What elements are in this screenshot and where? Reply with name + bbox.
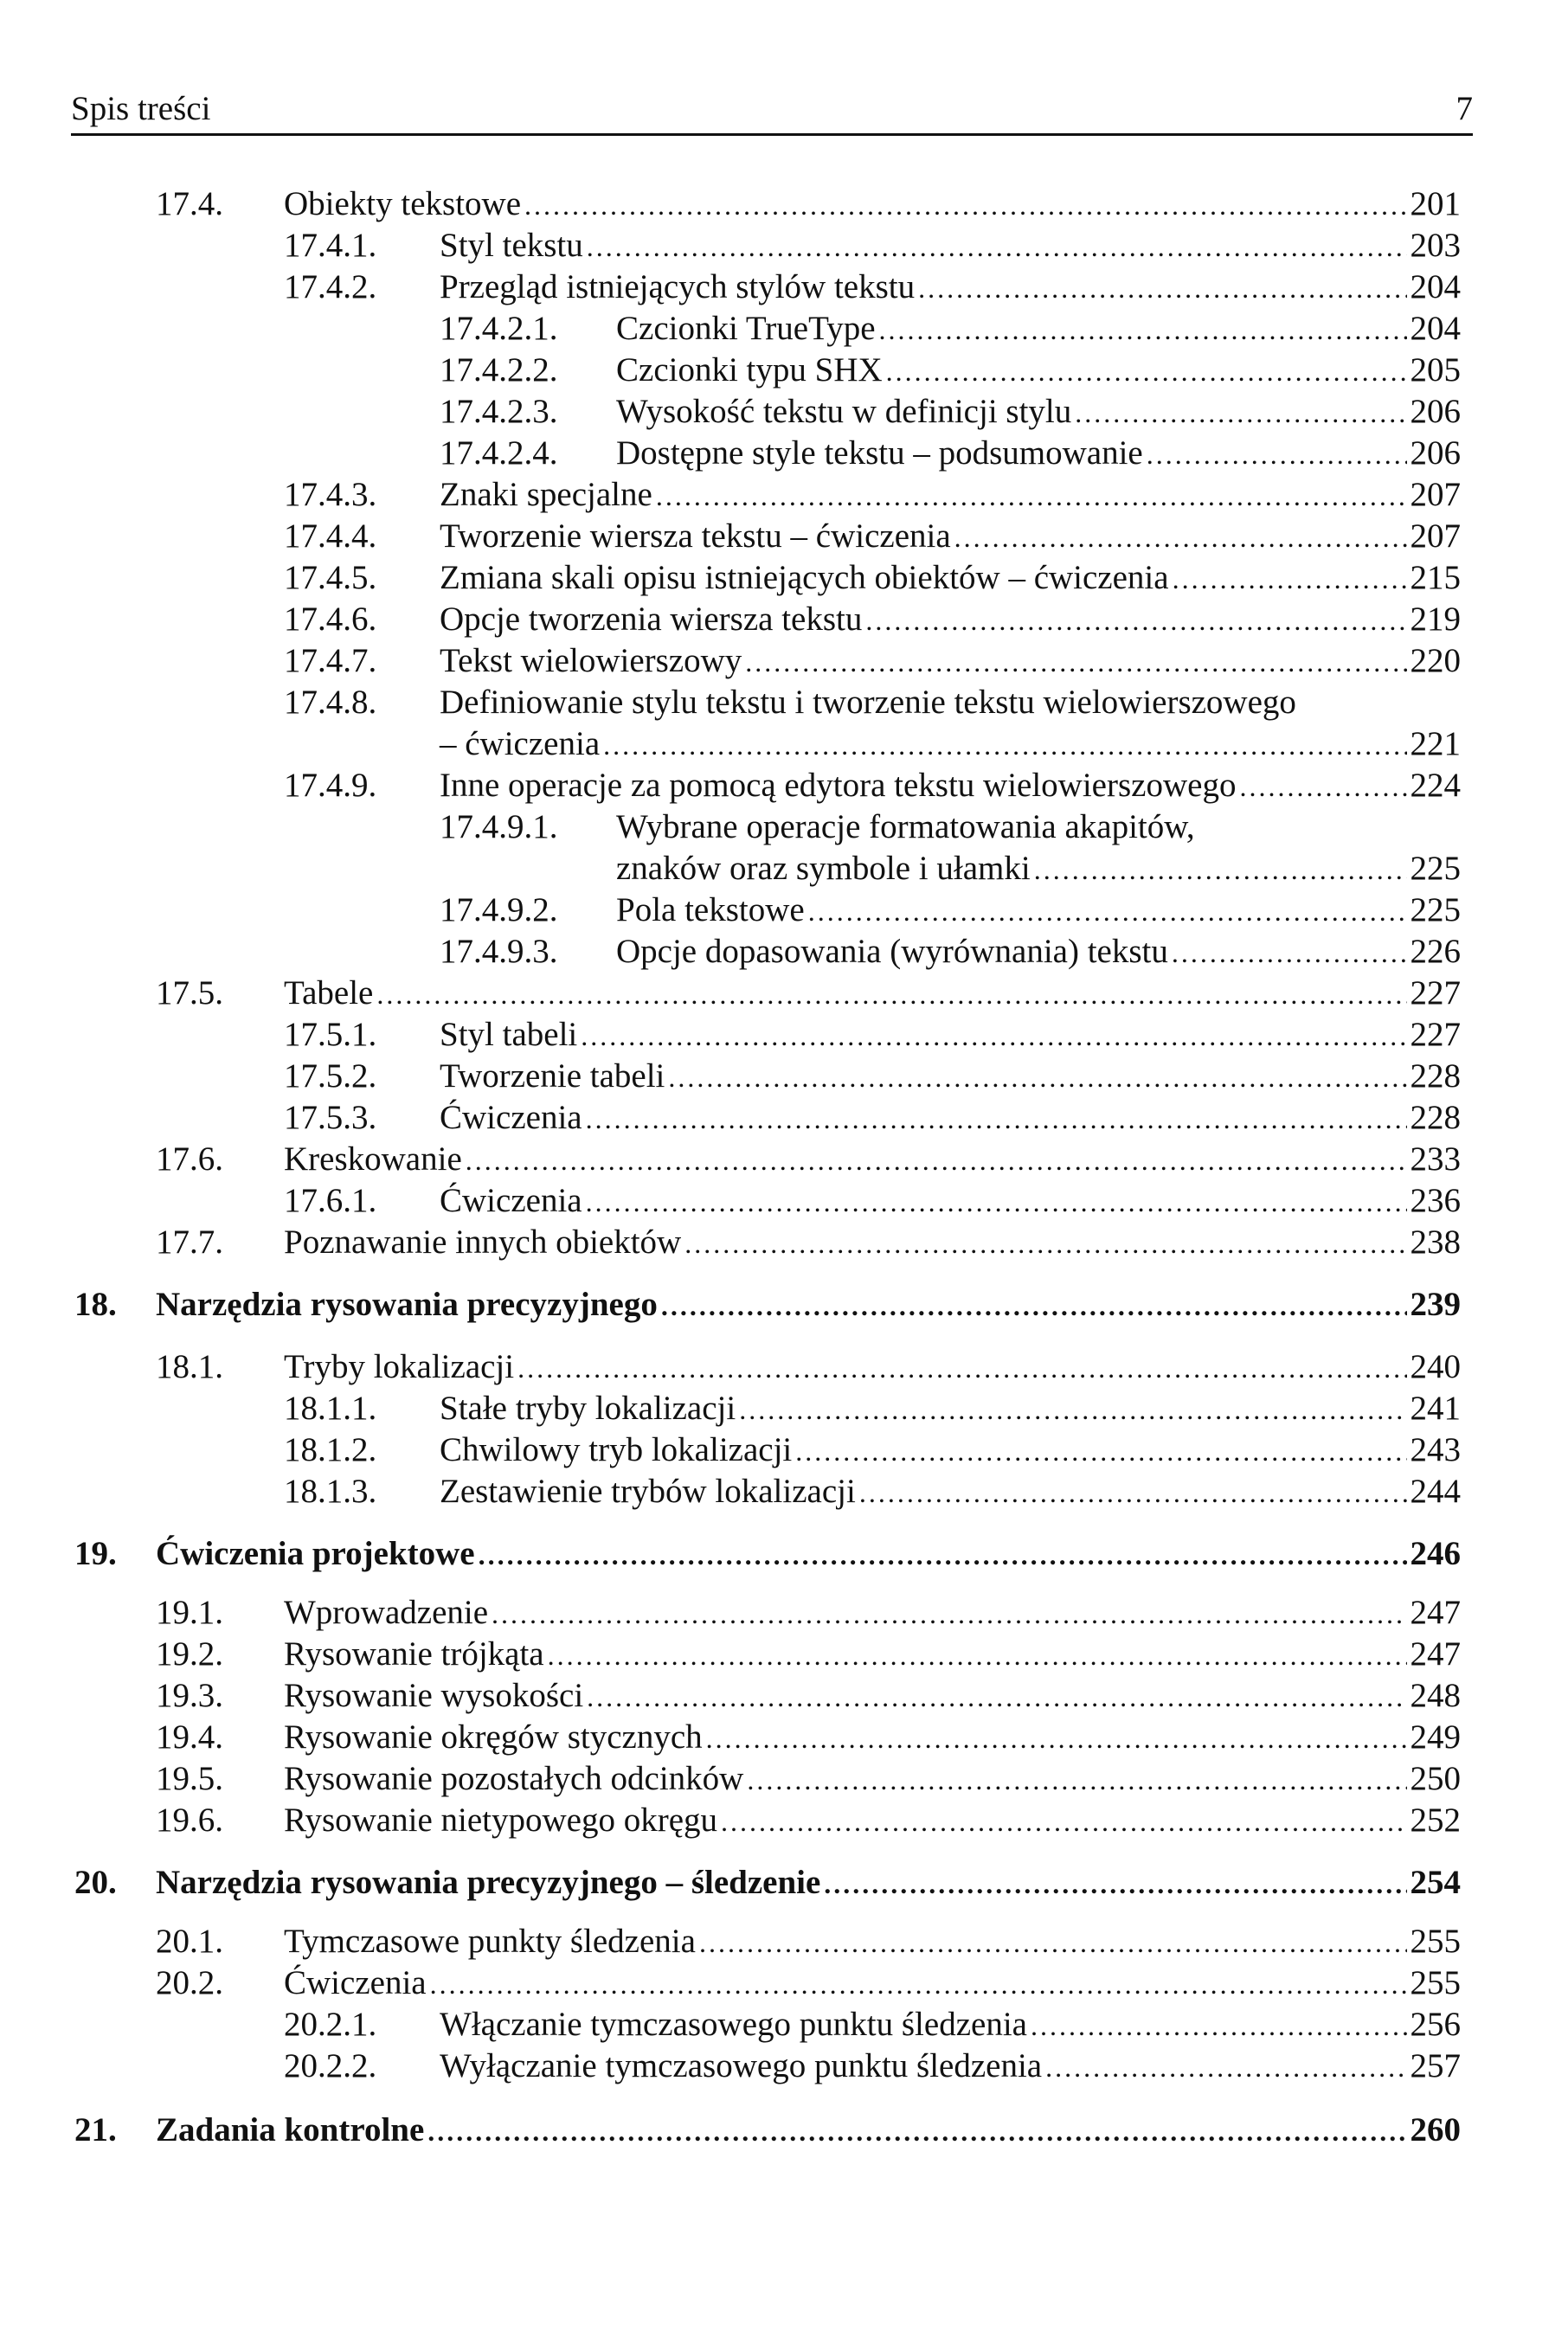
entry-page: 228	[1410, 1057, 1461, 1095]
entry-title: Tekst wielowierszowy	[440, 642, 742, 679]
entry-page: 250	[1410, 1760, 1461, 1797]
dot-leader	[918, 267, 1406, 309]
toc-entry[interactable]	[440, 350, 1461, 391]
entry-number: 17.4.2.1.	[440, 310, 558, 347]
dot-leader	[581, 1015, 1406, 1057]
entry-number: 17.4.6.	[284, 601, 377, 638]
entry-number: 18.1.	[156, 1348, 223, 1385]
entry-title: Dostępne style tekstu – podsumowanie	[616, 434, 1143, 472]
entry-title: Obiekty tekstowe	[284, 185, 522, 222]
dot-leader	[603, 724, 1406, 766]
toc-entry[interactable]	[284, 516, 1461, 557]
entry-page: 241	[1410, 1390, 1461, 1427]
toc-entry[interactable]	[284, 1180, 1461, 1222]
entry-number: 19.5.	[156, 1760, 223, 1797]
entry-page: 246	[1410, 1535, 1461, 1572]
entry-title: Stałe tryby lokalizacji	[440, 1390, 736, 1427]
table-of-contents	[0, 183, 1568, 2260]
entry-title: Opcje dopasowania (wyrównania) tekstu	[616, 933, 1168, 970]
entry-number: 19.3.	[156, 1677, 223, 1714]
dot-leader	[376, 973, 1406, 1015]
entry-title: Tworzenie wiersza tekstu – ćwiczenia	[440, 517, 951, 555]
dot-leader	[1239, 766, 1406, 807]
toc-entry[interactable]	[156, 1675, 1461, 1717]
dot-leader	[954, 517, 1407, 558]
entry-title: Rysowanie trójkąta	[284, 1635, 544, 1673]
toc-entry[interactable]	[284, 765, 1461, 806]
dot-leader	[739, 1389, 1406, 1430]
toc-entry[interactable]	[156, 1962, 1461, 2004]
toc-entry[interactable]	[156, 973, 1461, 1014]
toc-entry[interactable]	[284, 267, 1461, 308]
toc-entry[interactable]	[156, 1800, 1461, 1841]
entry-title: Tryby lokalizacji	[284, 1348, 515, 1385]
dot-leader	[479, 1534, 1407, 1576]
toc-entry[interactable]	[284, 1388, 1461, 1429]
entry-number: 17.4.2.4.	[440, 434, 558, 472]
entry-title: Inne operacje za pomocą edytora tekstu wielowierszowego	[440, 767, 1237, 804]
entry-page: 207	[1410, 476, 1461, 513]
entry-number: 20.2.	[156, 1964, 223, 2001]
toc-entry[interactable]	[156, 1921, 1461, 1962]
dot-leader	[1173, 558, 1407, 600]
entry-number: 17.4.7.	[284, 642, 377, 679]
entry-page: 255	[1410, 1964, 1461, 2001]
entry-number: 17.4.	[156, 185, 223, 222]
entry-title: Tymczasowe punkty śledzenia	[284, 1923, 696, 1960]
entry-title: Zmiana skali opisu istniejących obiektów – ćwiczenia	[440, 559, 1169, 596]
toc-entry[interactable]	[156, 1592, 1461, 1634]
entry-title: Styl tabeli	[440, 1016, 578, 1053]
entry-page: 249	[1410, 1718, 1461, 1756]
entry-page: 252	[1410, 1802, 1461, 1839]
toc-entry[interactable]	[156, 1717, 1461, 1758]
dot-leader	[427, 2110, 1406, 2152]
entry-title-continued: znaków oraz symbole i ułamki	[616, 850, 1031, 887]
dot-leader	[668, 1057, 1406, 1098]
toc-entry[interactable]	[156, 1222, 1461, 1263]
page-header	[71, 80, 1473, 136]
dot-leader	[721, 1801, 1406, 1842]
toc-entry[interactable]	[284, 1097, 1461, 1139]
entry-number: 19.1.	[156, 1594, 223, 1631]
toc-entry[interactable]	[156, 183, 1461, 225]
toc-chapter-entry[interactable]	[74, 1533, 1461, 1575]
dot-leader	[699, 1922, 1407, 1963]
entry-number: 20.2.1.	[284, 2006, 377, 2043]
entry-title: Pola tekstowe	[616, 891, 805, 928]
dot-leader	[1045, 2046, 1406, 2088]
entry-page: 225	[1410, 891, 1461, 928]
entry-number: 17.4.2.2.	[440, 351, 558, 389]
entry-number: 17.4.4.	[284, 517, 377, 555]
entry-page: 254	[1410, 1864, 1461, 1901]
entry-number: 17.4.3.	[284, 476, 377, 513]
entry-number: 18.1.2.	[284, 1431, 377, 1468]
entry-number: 17.4.9.	[284, 767, 377, 804]
entry-page: 257	[1410, 2047, 1461, 2084]
dot-leader	[1031, 2005, 1407, 2046]
chapter-number: 19.	[74, 1535, 117, 1572]
entry-page: 225	[1410, 850, 1461, 887]
toc-entry[interactable]	[284, 599, 1461, 640]
entry-page: 255	[1410, 1923, 1461, 1960]
entry-number: 17.4.2.	[284, 268, 377, 305]
dot-leader	[466, 1140, 1407, 1181]
entry-page: 227	[1410, 974, 1461, 1012]
toc-entry[interactable]	[284, 557, 1461, 599]
entry-title: Zestawienie trybów lokalizacji	[440, 1473, 856, 1510]
entry-title: Ćwiczenia	[440, 1182, 582, 1219]
entry-number: 20.1.	[156, 1923, 223, 1960]
entry-number: 17.4.9.2.	[440, 891, 558, 928]
entry-number: 17.6.1.	[284, 1182, 377, 1219]
dot-leader	[859, 1472, 1407, 1513]
toc-entry[interactable]	[440, 308, 1461, 350]
entry-page: 260	[1410, 2111, 1461, 2148]
toc-entry[interactable]	[284, 225, 1461, 267]
entry-number: 19.4.	[156, 1718, 223, 1756]
entry-title: Tabele	[284, 974, 374, 1012]
dot-leader	[517, 1347, 1406, 1389]
dot-leader	[548, 1635, 1407, 1676]
entry-number: 17.5.1.	[284, 1016, 377, 1053]
page-number: 7	[1456, 90, 1473, 127]
entry-number: 17.5.	[156, 974, 223, 1012]
entry-title: Znaki specjalne	[440, 476, 652, 513]
entry-page: 233	[1410, 1140, 1461, 1178]
chapter-number: 20.	[74, 1864, 117, 1901]
entry-page: 227	[1410, 1016, 1461, 1053]
entry-number: 20.2.2.	[284, 2047, 377, 2084]
entry-page: 204	[1410, 268, 1461, 305]
dot-leader	[808, 890, 1407, 932]
toc-entry[interactable]	[284, 1056, 1461, 1097]
entry-title: Wyłączanie tymczasowego punktu śledzenia	[440, 2047, 1043, 2084]
entry-title: Czcionki TrueType	[616, 310, 876, 347]
running-title: Spis treści	[71, 90, 211, 127]
entry-title: Rysowanie pozostałych odcinków	[284, 1760, 744, 1797]
entry-page: 207	[1410, 517, 1461, 555]
entry-number: 18.1.3.	[284, 1473, 377, 1510]
entry-number: 17.5.2.	[284, 1057, 377, 1095]
chapter-number: 21.	[74, 2111, 117, 2148]
entry-title: Przegląd istniejących stylów tekstu	[440, 268, 916, 305]
entry-title: Chwilowy tryb lokalizacji	[440, 1431, 793, 1468]
entry-page: 206	[1410, 434, 1461, 472]
entry-number: 19.6.	[156, 1802, 223, 1839]
entry-title: Ćwiczenia	[440, 1099, 582, 1136]
toc-entry[interactable]	[156, 1346, 1461, 1388]
dot-leader	[492, 1593, 1406, 1635]
entry-number: 17.4.1.	[284, 227, 377, 264]
dot-leader	[586, 1181, 1407, 1223]
dot-leader	[747, 1759, 1406, 1801]
entry-number: 17.7.	[156, 1224, 223, 1261]
entry-number: 17.5.3.	[284, 1099, 377, 1136]
dot-leader	[587, 226, 1407, 267]
entry-page: 221	[1410, 725, 1461, 762]
dot-leader	[1034, 849, 1407, 890]
toc-entry[interactable]	[440, 931, 1461, 973]
entry-title: Rysowanie okręgów stycznych	[284, 1718, 703, 1756]
dot-leader	[879, 309, 1407, 350]
entry-title: Styl tekstu	[440, 227, 583, 264]
toc-chapter-entry[interactable]	[74, 2110, 1461, 2151]
toc-entry[interactable]	[284, 2046, 1461, 2087]
entry-page: 238	[1410, 1224, 1461, 1261]
entry-title: Wysokość tekstu w definicji stylu	[616, 393, 1072, 430]
dot-leader	[1075, 392, 1406, 434]
chapter-title: Narzędzia rysowania precyzyjnego	[156, 1286, 658, 1323]
toc-entry[interactable]	[440, 806, 1461, 890]
toc-entry[interactable]	[440, 890, 1461, 931]
entry-page: 247	[1410, 1594, 1461, 1631]
toc-entry[interactable]	[284, 1471, 1461, 1513]
dot-leader	[706, 1718, 1407, 1759]
entry-title: Wprowadzenie	[284, 1594, 489, 1631]
toc-entry[interactable]	[156, 1758, 1461, 1800]
toc-chapter-entry[interactable]	[74, 1284, 1461, 1326]
entry-page: 248	[1410, 1677, 1461, 1714]
entry-page: 236	[1410, 1182, 1461, 1219]
entry-number: 17.4.9.1.	[440, 808, 558, 845]
entry-page: 206	[1410, 393, 1461, 430]
entry-number: 17.4.9.3.	[440, 933, 558, 970]
entry-page: 240	[1410, 1348, 1461, 1385]
toc-entry[interactable]	[284, 682, 1461, 765]
toc-entry[interactable]	[156, 1634, 1461, 1675]
entry-title: Rysowanie nietypowego okręgu	[284, 1802, 718, 1839]
dot-leader	[661, 1285, 1407, 1326]
dot-leader	[524, 184, 1406, 226]
entry-number: 17.4.8.	[284, 684, 377, 721]
dot-leader	[656, 475, 1407, 517]
entry-title: Tworzenie tabeli	[440, 1057, 665, 1095]
entry-page: 226	[1410, 933, 1461, 970]
entry-title: Definiowanie stylu tekstu i tworzenie tekstu wielowierszowego	[440, 684, 1296, 721]
dot-leader	[586, 1098, 1407, 1140]
entry-page: 220	[1410, 642, 1461, 679]
entry-page: 204	[1410, 310, 1461, 347]
entry-title: Opcje tworzenia wiersza tekstu	[440, 601, 863, 638]
dot-leader	[886, 350, 1407, 392]
entry-title-continued: – ćwiczenia	[440, 725, 601, 762]
entry-page: 228	[1410, 1099, 1461, 1136]
toc-entry[interactable]	[156, 1139, 1461, 1180]
toc-entry[interactable]	[284, 640, 1461, 682]
dot-leader	[824, 1863, 1406, 1904]
entry-page: 201	[1410, 185, 1461, 222]
chapter-number: 18.	[74, 1286, 117, 1323]
chapter-title: Narzędzia rysowania precyzyjnego – śledzenie	[156, 1864, 821, 1901]
toc-entry[interactable]	[284, 2004, 1461, 2046]
entry-number: 17.4.2.3.	[440, 393, 558, 430]
entry-page: 203	[1410, 227, 1461, 264]
entry-title: Włączanie tymczasowego punktu śledzenia	[440, 2006, 1027, 2043]
entry-page: 205	[1410, 351, 1461, 389]
entry-title: Rysowanie wysokości	[284, 1677, 584, 1714]
chapter-title: Ćwiczenia projektowe	[156, 1535, 475, 1572]
dot-leader	[684, 1223, 1406, 1264]
entry-number: 19.2.	[156, 1635, 223, 1673]
entry-page: 215	[1410, 559, 1461, 596]
dot-leader	[865, 600, 1406, 641]
entry-title: Czcionki typu SHX	[616, 351, 883, 389]
entry-title: Wybrane operacje formatowania akapitów,	[616, 808, 1195, 845]
toc-entry[interactable]	[440, 391, 1461, 433]
toc-entry[interactable]	[284, 1429, 1461, 1471]
entry-page: 247	[1410, 1635, 1461, 1673]
dot-leader	[430, 1963, 1407, 2005]
entry-page: 224	[1410, 767, 1461, 804]
entry-page: 239	[1410, 1286, 1461, 1323]
entry-title: Kreskowanie	[284, 1140, 462, 1178]
toc-chapter-entry[interactable]	[74, 1862, 1461, 1904]
entry-page: 243	[1410, 1431, 1461, 1468]
entry-title: Ćwiczenia	[284, 1964, 427, 2001]
toc-entry[interactable]	[440, 433, 1461, 474]
dot-leader	[1147, 434, 1407, 475]
entry-page: 244	[1410, 1473, 1461, 1510]
toc-entry[interactable]	[284, 1014, 1461, 1056]
toc-entry[interactable]	[284, 474, 1461, 516]
entry-number: 18.1.1.	[284, 1390, 377, 1427]
dot-leader	[795, 1430, 1406, 1472]
entry-title: Poznawanie innych obiektów	[284, 1224, 682, 1261]
dot-leader	[745, 641, 1406, 683]
dot-leader	[587, 1676, 1406, 1718]
entry-number: 17.6.	[156, 1140, 223, 1178]
entry-page: 256	[1410, 2006, 1461, 2043]
entry-number: 17.4.5.	[284, 559, 377, 596]
dot-leader	[1172, 932, 1407, 973]
chapter-title: Zadania kontrolne	[156, 2111, 425, 2148]
entry-page: 219	[1410, 601, 1461, 638]
